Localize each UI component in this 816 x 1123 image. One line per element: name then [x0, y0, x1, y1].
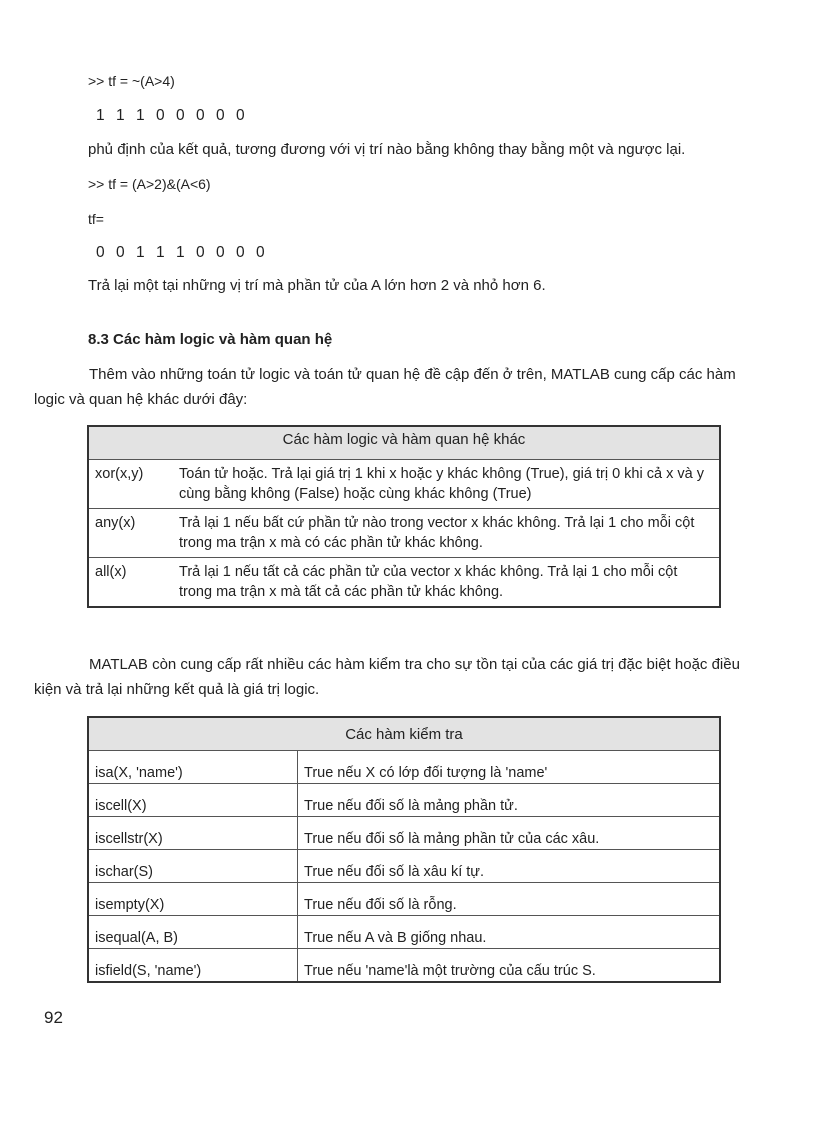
function-description: Toán tử hoặc. Trả lại giá trị 1 khi x hoặc y khác không (True), giá trị 0 khi cả x và y cùng bằng không (False) hoặc cùng khác không (True) [173, 460, 720, 509]
function-description: Trả lại 1 nếu tất cả các phần tử của vector x khác không. Trả lại 1 cho mỗi cột trong ma trận x mà tất cả các phần tử khác không. [173, 558, 720, 608]
output-digit: 0 [216, 244, 225, 261]
section-heading: 8.3 Các hàm logic và hàm quan hệ [88, 331, 333, 348]
output-digit: 0 [236, 107, 245, 124]
table-title: Các hàm kiểm tra [88, 717, 720, 751]
output-digit: 1 [176, 244, 185, 261]
function-name: all(x) [88, 558, 173, 608]
code-line-3: tf= [88, 211, 104, 227]
function-name: iscell(X) [88, 784, 298, 817]
table-header-row [88, 717, 720, 751]
output-digit: 0 [196, 244, 205, 261]
test-functions-table [87, 716, 721, 983]
function-description: True nếu đối số là mảng phần tử. [298, 784, 721, 817]
output-row-2 [96, 244, 276, 262]
table-row [88, 751, 720, 784]
output-digit: 0 [156, 107, 165, 124]
table-row [88, 460, 720, 509]
function-description: True nếu 'name'là một trường của cấu trúc S. [298, 949, 721, 983]
test-functions-intro: MATLAB còn cung cấp rất nhiều các hàm kiểm tra cho sự tồn tại của các giá trị đặc biệt hoặc điều kiện và trả lại những kết quả là giá trị logic. [34, 656, 740, 698]
function-name: iscellstr(X) [88, 817, 298, 850]
output-digit: 0 [256, 244, 265, 261]
table-row [88, 817, 720, 850]
output-digit: 0 [216, 107, 225, 124]
table-row [88, 558, 720, 608]
function-name: xor(x,y) [88, 460, 173, 509]
output-row-1 [96, 107, 256, 125]
function-description: True nếu đối số là xâu kí tự. [298, 850, 721, 883]
table-title: Các hàm logic và hàm quan hệ khác [88, 426, 720, 460]
table-row [88, 916, 720, 949]
function-description: Trả lại 1 nếu bất cứ phần tử nào trong vector x khác không. Trả lại 1 cho mỗi cột trong ma trận x mà có các phần tử khác không. [173, 509, 720, 558]
table-row [88, 509, 720, 558]
logic-functions-table [87, 425, 721, 608]
function-name: isequal(A, B) [88, 916, 298, 949]
code-line-1: >> tf = ~(A>4) [88, 73, 175, 89]
table-row [88, 850, 720, 883]
output-digit: 1 [96, 107, 105, 124]
output-digit: 0 [116, 244, 125, 261]
page-number: 92 [44, 1008, 63, 1027]
section-intro: Thêm vào những toán tử logic và toán tử quan hệ đề cập đến ở trên, MATLAB cung cấp các hàm logic và quan hệ khác dưới đây: [34, 366, 736, 408]
output-digit: 0 [196, 107, 205, 124]
table-header-row [88, 426, 720, 460]
function-description: True nếu đối số là rỗng. [298, 883, 721, 916]
output-digit: 1 [136, 107, 145, 124]
function-name: any(x) [88, 509, 173, 558]
output-digit: 1 [136, 244, 145, 261]
output-digit: 0 [236, 244, 245, 261]
table-row [88, 883, 720, 916]
table-row [88, 949, 720, 983]
function-name: isfield(S, 'name') [88, 949, 298, 983]
function-description: True nếu X có lớp đối tượng là 'name' [298, 751, 721, 784]
explanation-line-1: phủ định của kết quả, tương đương với vị trí nào bằng không thay bằng một và ngược lại. [88, 141, 686, 158]
table-row [88, 784, 720, 817]
output-digit: 0 [96, 244, 105, 261]
function-description: True nếu đối số là mảng phần tử của các xâu. [298, 817, 721, 850]
explanation-line-2: Trả lại một tại những vị trí mà phần tử của A lớn hơn 2 và nhỏ hơn 6. [88, 277, 546, 294]
output-digit: 1 [156, 244, 165, 261]
code-line-2: >> tf = (A>2)&(A<6) [88, 176, 211, 192]
output-digit: 0 [176, 107, 185, 124]
output-digit: 1 [116, 107, 125, 124]
function-name: isa(X, 'name') [88, 751, 298, 784]
function-name: ischar(S) [88, 850, 298, 883]
function-name: isempty(X) [88, 883, 298, 916]
function-description: True nếu A và B giống nhau. [298, 916, 721, 949]
